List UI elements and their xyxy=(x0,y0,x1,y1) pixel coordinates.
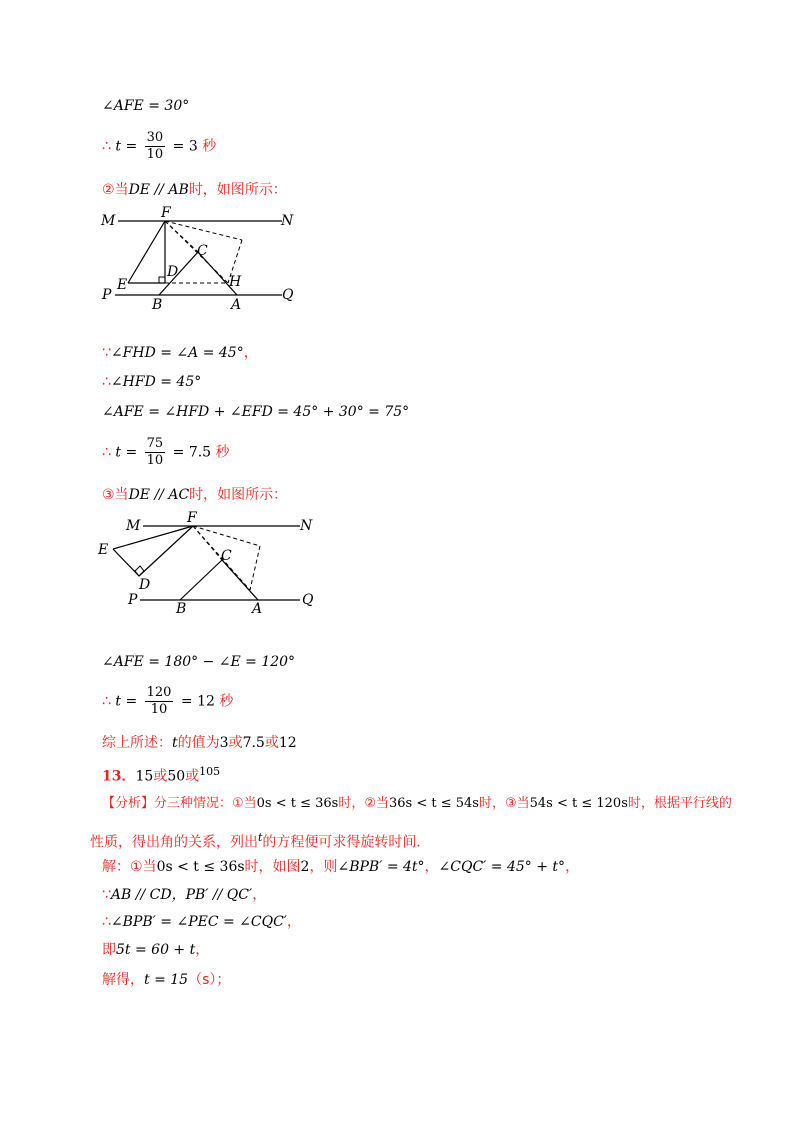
label-H: H xyxy=(229,274,242,290)
label-Q: Q xyxy=(302,592,314,608)
label-E: E xyxy=(117,277,128,293)
figure-case-2 xyxy=(95,205,305,310)
fhd-equals-a-line: ∵∠FHD = ∠A = 45°， xyxy=(102,345,258,361)
figure-case-3 xyxy=(95,510,320,615)
summary-line: 综上所述：t的值为3或7.5或12 xyxy=(102,735,297,751)
label-N: N xyxy=(281,213,294,229)
label-P: P xyxy=(128,592,138,608)
angle-afe-30: ∠AFE = 30° xyxy=(102,98,190,114)
t-equals-12-line: ∴ t = $\frac{120}{10}$ = 12 秒 xyxy=(102,685,234,717)
label-C: C xyxy=(197,243,208,259)
therefore-symbol: ∴ xyxy=(102,138,111,155)
case-3-heading: ③当DE // AC时，如图所示： xyxy=(102,487,288,503)
label-F: F xyxy=(187,510,197,526)
fraction-30-10: $\frac{30}{10}$ xyxy=(146,130,164,162)
question-number: 13． xyxy=(102,768,136,785)
hfd-45-line: ∴∠HFD = 45° xyxy=(102,374,202,390)
t-equals-7-5-line: ∴ t = $\frac{75}{10}$ = 7.5 秒 xyxy=(102,436,230,468)
label-A: A xyxy=(231,297,242,310)
equation-line: 即5t = 60 + t， xyxy=(102,942,210,958)
parallel-line: ∵AB // CD，PB′ // QC′， xyxy=(102,887,267,903)
label-D: D xyxy=(139,577,151,593)
label-P: P xyxy=(102,287,112,303)
fraction-75-10: $\frac{75}{10}$ xyxy=(146,436,164,468)
result-line: 解得，t = 15（s）； xyxy=(102,972,231,988)
analysis-line-2: 性质，得出角的关系，列出$^t$的方程便可求得旋转时间． xyxy=(90,831,431,851)
afe-75-line: ∠AFE = ∠HFD + ∠EFD = 45° + 30° = 75° xyxy=(102,404,410,420)
label-M: M xyxy=(101,213,116,229)
solution-line: 解：①当0s < t ≤ 36s时，如图2，则∠BPB′ = 4t°，∠CQC′ = 45° + t°， xyxy=(102,859,580,875)
analysis-line: 【分析】分三种情况：①当0s < t ≤ 36s时，②当36s < t ≤ 54s时，③当54s < t ≤ 120s时，根据平行线的 xyxy=(102,796,732,811)
t-equals-3-line: ∴ t = $\frac{30}{10}$ = 3 秒 xyxy=(102,130,217,162)
label-M: M xyxy=(126,518,141,534)
label-B: B xyxy=(176,601,187,615)
case-2-heading: ②当DE // AB时，如图所示： xyxy=(102,182,287,198)
label-F: F xyxy=(161,205,171,221)
fraction-120-10: $\frac{120}{10}$ xyxy=(146,685,172,717)
label-E: E xyxy=(98,542,109,558)
answer-13-line: 13．15或50或$^{105}$ xyxy=(102,765,221,785)
label-B: B xyxy=(152,297,163,310)
label-Q: Q xyxy=(282,287,294,303)
label-N: N xyxy=(300,518,313,534)
label-A: A xyxy=(252,601,263,615)
afe-120-line: ∠AFE = 180° − ∠E = 120° xyxy=(102,654,296,670)
angles-equal-line: ∴∠BPB′ = ∠PEC = ∠CQC′， xyxy=(102,914,301,930)
label-D: D xyxy=(167,264,179,280)
label-C: C xyxy=(221,548,232,564)
